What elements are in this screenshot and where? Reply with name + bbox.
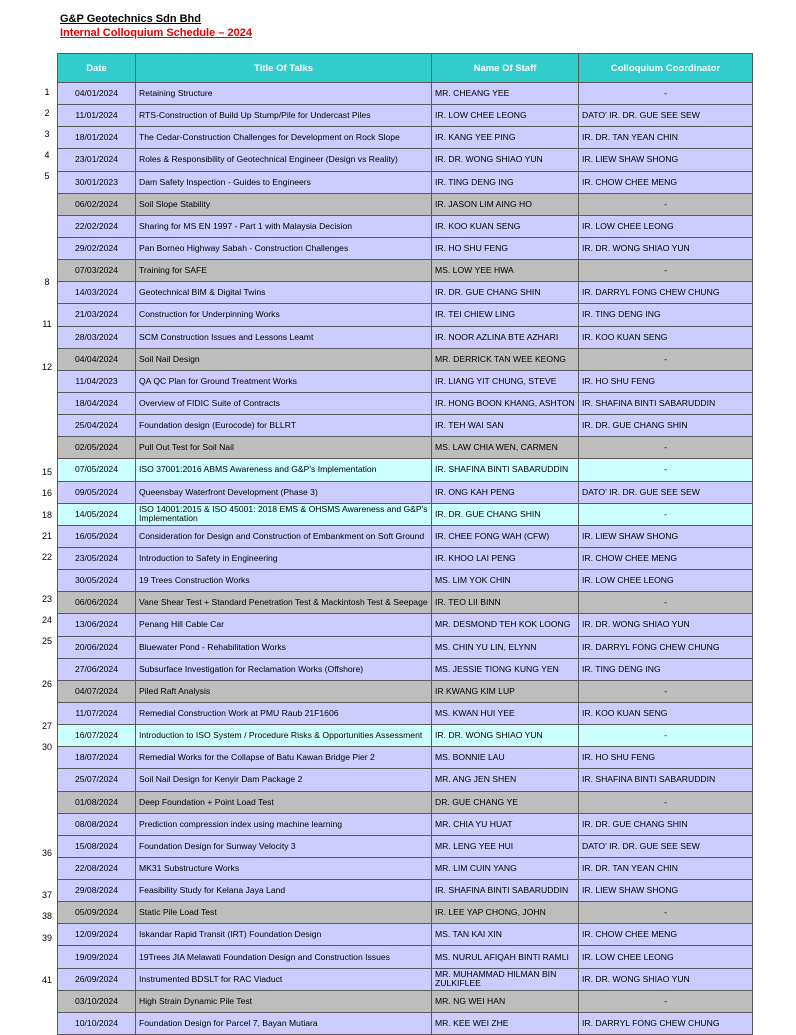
- staff-name-cell: MR. ANG JEN SHEN: [432, 769, 579, 791]
- table-row: [58, 835, 753, 857]
- staff-name-cell: MS. LOW YEE HWA: [432, 260, 579, 282]
- coordinator-cell: IR. LIEW SHAW SHONG: [579, 880, 753, 902]
- staff-name-cell: MR. MUHAMMAD HILMAN BIN ZULKIFLEE: [432, 968, 579, 990]
- staff-name-cell: IR. JASON LIM AING HO: [432, 193, 579, 215]
- date-cell: 21/03/2024: [58, 304, 136, 326]
- staff-name-cell: MS. LAW CHIA WEN, CARMEN: [432, 437, 579, 459]
- table-row: [58, 614, 753, 636]
- table-row: [58, 658, 753, 680]
- column-header-coordinator: Colloquium Coordinator: [579, 54, 753, 83]
- date-cell: 29/08/2024: [58, 880, 136, 902]
- staff-name-cell: MR. DESMOND TEH KOK LOONG: [432, 614, 579, 636]
- coordinator-cell: IR. SHAFINA BINTI SABARUDDIN: [579, 769, 753, 791]
- talk-title-cell: Geotechnical BIM & Digital Twins: [136, 282, 432, 304]
- talk-title-cell: MK31 Substructure Works: [136, 857, 432, 879]
- table-row: [58, 237, 753, 259]
- staff-name-cell: IR. KANG YEE PING: [432, 127, 579, 149]
- coordinator-cell: IR. DR. TAN YEAN CHIN: [579, 857, 753, 879]
- table-row: [58, 725, 753, 747]
- date-cell: 18/04/2024: [58, 392, 136, 414]
- staff-name-cell: IR. TING DENG ING: [432, 171, 579, 193]
- date-cell: 06/06/2024: [58, 592, 136, 614]
- coordinator-cell: IR. SHAFINA BINTI SABARUDDIN: [579, 392, 753, 414]
- talk-title-cell: QA QC Plan for Ground Treatment Works: [136, 370, 432, 392]
- date-cell: 08/08/2024: [58, 813, 136, 835]
- date-cell: 11/01/2024: [58, 105, 136, 127]
- table-row: [58, 326, 753, 348]
- company-name: G&P Geotechnics Sdn Bhd: [60, 13, 201, 25]
- talk-title-cell: Piled Raft Analysis: [136, 680, 432, 702]
- date-cell: 12/09/2024: [58, 924, 136, 946]
- date-cell: 04/07/2024: [58, 680, 136, 702]
- coordinator-cell: IR. LOW CHEE LEONG: [579, 570, 753, 592]
- table-row: [58, 83, 753, 105]
- row-number: 39: [41, 932, 52, 943]
- staff-name-cell: MS. BONNIE LAU: [432, 747, 579, 769]
- column-header-date: Date: [58, 54, 136, 83]
- table-row: [58, 813, 753, 835]
- date-cell: 20/06/2024: [58, 636, 136, 658]
- talk-title-cell: Bluewater Pond - Rehabilitation Works: [136, 636, 432, 658]
- coordinator-cell: IR. DR. WONG SHIAO YUN: [579, 968, 753, 990]
- date-cell: 07/03/2024: [58, 260, 136, 282]
- coordinator-cell: -: [579, 592, 753, 614]
- coordinator-cell: IR. DARRYL FONG CHEW CHUNG: [579, 282, 753, 304]
- row-number: 12: [41, 361, 52, 372]
- table-row: [58, 902, 753, 924]
- date-cell: 02/05/2024: [58, 437, 136, 459]
- talk-title-cell: Consideration for Design and Construction of Embankment on Soft Ground: [136, 525, 432, 547]
- coordinator-cell: -: [579, 990, 753, 1012]
- row-number: 27: [41, 721, 52, 732]
- staff-name-cell: MS. KWAN HUI YEE: [432, 702, 579, 724]
- table-row: [58, 127, 753, 149]
- table-row: [58, 304, 753, 326]
- talk-title-cell: Retaining Structure: [136, 83, 432, 105]
- date-cell: 30/05/2024: [58, 570, 136, 592]
- coordinator-cell: IR. HO SHU FENG: [579, 370, 753, 392]
- coordinator-cell: DATO' IR. DR. GUE SEE SEW: [579, 105, 753, 127]
- table-row: [58, 769, 753, 791]
- talk-title-cell: Introduction to Safety in Engineering: [136, 547, 432, 569]
- coordinator-cell: IR. DARRYL FONG CHEW CHUNG: [579, 636, 753, 658]
- talk-title-cell: Penang Hill Cable Car: [136, 614, 432, 636]
- date-cell: 09/05/2024: [58, 481, 136, 503]
- talk-title-cell: The Cedar-Construction Challenges for Development on Rock Slope: [136, 127, 432, 149]
- row-number: 16: [41, 488, 52, 499]
- staff-name-cell: IR. NOOR AZLINA BTE AZHARI: [432, 326, 579, 348]
- talk-title-cell: Pan Borneo Highway Sabah - Construction Challenges: [136, 237, 432, 259]
- staff-name-cell: IR. LEE YAP CHONG, JOHN: [432, 902, 579, 924]
- row-number: 18: [41, 509, 52, 520]
- talk-title-cell: Roles & Responsibility of Geotechnical Engineer (Design vs Reality): [136, 149, 432, 171]
- coordinator-cell: IR. TING DENG ING: [579, 304, 753, 326]
- date-cell: 11/04/2023: [58, 370, 136, 392]
- talk-title-cell: Soil Nail Design for Kenyir Dam Package 2: [136, 769, 432, 791]
- coordinator-cell: IR. DR. WONG SHIAO YUN: [579, 237, 753, 259]
- date-cell: 14/05/2024: [58, 503, 136, 525]
- staff-name-cell: IR. DR. GUE CHANG SHIN: [432, 282, 579, 304]
- date-cell: 25/04/2024: [58, 415, 136, 437]
- table-row: [58, 481, 753, 503]
- coordinator-cell: -: [579, 260, 753, 282]
- date-cell: 28/03/2024: [58, 326, 136, 348]
- coordinator-cell: -: [579, 902, 753, 924]
- row-number: 2: [44, 107, 50, 118]
- column-header-title: Title Of Talks: [136, 54, 432, 83]
- date-cell: 30/01/2023: [58, 171, 136, 193]
- row-number: 4: [44, 150, 50, 161]
- coordinator-cell: IR. LOW CHEE LEONG: [579, 215, 753, 237]
- date-cell: 23/05/2024: [58, 547, 136, 569]
- talk-title-cell: Vane Shear Test + Standard Penetration Test & Mackintosh Test & Seepage: [136, 592, 432, 614]
- coordinator-cell: IR. DARRYL FONG CHEW CHUNG: [579, 1012, 753, 1034]
- talk-title-cell: Soil Slope Stability: [136, 193, 432, 215]
- table-row: [58, 968, 753, 990]
- talk-title-cell: Feasibility Study for Kelana Jaya Land: [136, 880, 432, 902]
- coordinator-cell: IR. KOO KUAN SENG: [579, 702, 753, 724]
- date-cell: 11/07/2024: [58, 702, 136, 724]
- coordinator-cell: -: [579, 725, 753, 747]
- table-row: [58, 370, 753, 392]
- staff-name-cell: IR. SHAFINA BINTI SABARUDDIN: [432, 459, 579, 481]
- date-cell: 18/07/2024: [58, 747, 136, 769]
- date-cell: 14/03/2024: [58, 282, 136, 304]
- staff-name-cell: IR. DR. GUE CHANG SHIN: [432, 503, 579, 525]
- date-cell: 18/01/2024: [58, 127, 136, 149]
- talk-title-cell: Instrumented BDSLT for RAC Viaduct: [136, 968, 432, 990]
- table-row: [58, 260, 753, 282]
- table-body: [58, 83, 753, 1035]
- coordinator-cell: -: [579, 459, 753, 481]
- date-cell: 16/05/2024: [58, 525, 136, 547]
- date-cell: 13/06/2024: [58, 614, 136, 636]
- table-row: [58, 990, 753, 1012]
- talk-title-cell: 19Trees JIA Melawati Foundation Design and Construction Issues: [136, 946, 432, 968]
- table-row: [58, 459, 753, 481]
- staff-name-cell: IR. LIANG YIT CHUNG, STEVE: [432, 370, 579, 392]
- row-number: 30: [41, 742, 52, 753]
- date-cell: 16/07/2024: [58, 725, 136, 747]
- talk-title-cell: Dam Safety Inspection - Guides to Engineers: [136, 171, 432, 193]
- table-row: [58, 702, 753, 724]
- row-number: 22: [41, 551, 52, 562]
- staff-name-cell: MR. NG WEI HAN: [432, 990, 579, 1012]
- coordinator-cell: -: [579, 83, 753, 105]
- staff-name-cell: MR. LIM CUIN YANG: [432, 857, 579, 879]
- coordinator-cell: -: [579, 193, 753, 215]
- coordinator-cell: -: [579, 680, 753, 702]
- date-cell: 05/09/2024: [58, 902, 136, 924]
- table-row: [58, 437, 753, 459]
- coordinator-cell: IR. KOO KUAN SENG: [579, 326, 753, 348]
- coordinator-cell: -: [579, 503, 753, 525]
- coordinator-cell: -: [579, 437, 753, 459]
- table-row: [58, 525, 753, 547]
- date-cell: 26/09/2024: [58, 968, 136, 990]
- row-number: 1: [44, 86, 50, 97]
- talk-title-cell: Sharing for MS EN 1997 - Part 1 with Malaysia Decision: [136, 215, 432, 237]
- date-cell: 27/06/2024: [58, 658, 136, 680]
- talk-title-cell: SCM Construction Issues and Lessons Leamt: [136, 326, 432, 348]
- table-row: [58, 392, 753, 414]
- staff-name-cell: IR KWANG KIM LUP: [432, 680, 579, 702]
- table-row: [58, 149, 753, 171]
- row-number: 3: [44, 128, 50, 139]
- staff-name-cell: MS. JESSIE TIONG KUNG YEN: [432, 658, 579, 680]
- coordinator-cell: DATO' IR. DR. GUE SEE SEW: [579, 835, 753, 857]
- staff-name-cell: IR. ONG KAH PENG: [432, 481, 579, 503]
- staff-name-cell: MS. NURUL AFIQAH BINTI RAMLI: [432, 946, 579, 968]
- table-row: [58, 215, 753, 237]
- table-row: [58, 570, 753, 592]
- talk-title-cell: Training for SAFE: [136, 260, 432, 282]
- table-row: [58, 791, 753, 813]
- table-row: [58, 592, 753, 614]
- talk-title-cell: RTS-Construction of Build Up Stump/Pile for Undercast Piles: [136, 105, 432, 127]
- table-row: [58, 105, 753, 127]
- coordinator-cell: IR. CHOW CHEE MENG: [579, 547, 753, 569]
- row-number: 24: [41, 615, 52, 626]
- staff-name-cell: DR. GUE CHANG YE: [432, 791, 579, 813]
- talk-title-cell: Overview of FIDIC Suite of Contracts: [136, 392, 432, 414]
- staff-name-cell: IR. TEH WAI SAN: [432, 415, 579, 437]
- row-number: 37: [41, 890, 52, 901]
- row-number: 36: [41, 847, 52, 858]
- table-row: [58, 924, 753, 946]
- table-header-row: [58, 54, 753, 83]
- staff-name-cell: MR. CHEANG YEE: [432, 83, 579, 105]
- date-cell: 29/02/2024: [58, 237, 136, 259]
- coordinator-cell: -: [579, 348, 753, 370]
- date-cell: 15/08/2024: [58, 835, 136, 857]
- talk-title-cell: ISO 37001:2016 ABMS Awareness and G&P's Implementation: [136, 459, 432, 481]
- row-number: 26: [41, 678, 52, 689]
- talk-title-cell: Soil Nail Design: [136, 348, 432, 370]
- talk-title-cell: Subsurface Investigation for Reclamation Works (Offshore): [136, 658, 432, 680]
- talk-title-cell: ISO 14001:2015 & ISO 45001: 2018 EMS & OHSMS Awareness and G&P's Implementation: [136, 503, 432, 525]
- date-cell: 07/05/2024: [58, 459, 136, 481]
- talk-title-cell: Prediction compression index using machine learning: [136, 813, 432, 835]
- row-number: 23: [41, 594, 52, 605]
- coordinator-cell: IR. DR. WONG SHIAO YUN: [579, 614, 753, 636]
- talk-title-cell: Construction for Underpinning Works: [136, 304, 432, 326]
- coordinator-cell: IR. LIEW SHAW SHONG: [579, 149, 753, 171]
- table-row: [58, 946, 753, 968]
- staff-name-cell: IR. KOO KUAN SENG: [432, 215, 579, 237]
- table-row: [58, 171, 753, 193]
- talk-title-cell: Static Pile Load Test: [136, 902, 432, 924]
- coordinator-cell: IR. LIEW SHAW SHONG: [579, 525, 753, 547]
- staff-name-cell: MS. CHIN YU LIN, ELYNN: [432, 636, 579, 658]
- coordinator-cell: IR. HO SHU FENG: [579, 747, 753, 769]
- staff-name-cell: IR. DR. WONG SHIAO YUN: [432, 149, 579, 171]
- date-cell: 25/07/2024: [58, 769, 136, 791]
- coordinator-cell: IR. CHOW CHEE MENG: [579, 171, 753, 193]
- schedule-table: [57, 53, 753, 1035]
- table-row: [58, 636, 753, 658]
- table-row: [58, 880, 753, 902]
- staff-name-cell: IR. KHOO LAI PENG: [432, 547, 579, 569]
- date-cell: 04/04/2024: [58, 348, 136, 370]
- talk-title-cell: Iskandar Rapid Transit (IRT) Foundation Design: [136, 924, 432, 946]
- table-row: [58, 747, 753, 769]
- staff-name-cell: IR. SHAFINA BINTI SABARUDDIN: [432, 880, 579, 902]
- date-cell: 04/01/2024: [58, 83, 136, 105]
- staff-name-cell: IR. HONG BOON KHANG, ASHTON: [432, 392, 579, 414]
- column-header-staff: Name Of Staff: [432, 54, 579, 83]
- row-number: 8: [44, 276, 50, 287]
- row-number: 5: [44, 171, 50, 182]
- table-row: [58, 193, 753, 215]
- talk-title-cell: Queensbay Waterfront Development (Phase 3): [136, 481, 432, 503]
- coordinator-cell: IR. LOW CHEE LEONG: [579, 946, 753, 968]
- row-number: 25: [41, 636, 52, 647]
- row-number: 41: [41, 974, 52, 985]
- talk-title-cell: Foundation Design for Parcel 7, Bayan Mutiara: [136, 1012, 432, 1034]
- talk-title-cell: Pull Out Test for Soil Nail: [136, 437, 432, 459]
- staff-name-cell: IR. DR. WONG SHIAO YUN: [432, 725, 579, 747]
- coordinator-cell: IR. TING DENG ING: [579, 658, 753, 680]
- talk-title-cell: Foundation design (Eurocode) for BLLRT: [136, 415, 432, 437]
- table-row: [58, 680, 753, 702]
- staff-name-cell: IR. CHEE FONG WAH (CFW): [432, 525, 579, 547]
- talk-title-cell: Remedial Works for the Collapse of Batu Kawan Bridge Pier 2: [136, 747, 432, 769]
- coordinator-cell: IR. DR. GUE CHANG SHIN: [579, 813, 753, 835]
- date-cell: 10/10/2024: [58, 1012, 136, 1034]
- talk-title-cell: 19 Trees Construction Works: [136, 570, 432, 592]
- staff-name-cell: IR. LOW CHEE LEONG: [432, 105, 579, 127]
- staff-name-cell: MR. LENG YEE HUI: [432, 835, 579, 857]
- staff-name-cell: IR. TEI CHIEW LING: [432, 304, 579, 326]
- coordinator-cell: IR. DR. TAN YEAN CHIN: [579, 127, 753, 149]
- table-row: [58, 348, 753, 370]
- coordinator-cell: DATO' IR. DR. GUE SEE SEW: [579, 481, 753, 503]
- schedule-title: Internal Colloquium Schedule – 2024: [60, 27, 252, 39]
- table-row: [58, 857, 753, 879]
- row-number: 38: [41, 911, 52, 922]
- coordinator-cell: IR. DR. GUE CHANG SHIN: [579, 415, 753, 437]
- date-cell: 22/02/2024: [58, 215, 136, 237]
- table-row: [58, 282, 753, 304]
- date-cell: 22/08/2024: [58, 857, 136, 879]
- table-row: [58, 1012, 753, 1034]
- talk-title-cell: Foundation Design for Sunway Velocity 3: [136, 835, 432, 857]
- date-cell: 23/01/2024: [58, 149, 136, 171]
- date-cell: 03/10/2024: [58, 990, 136, 1012]
- talk-title-cell: High Strain Dynamic Pile Test: [136, 990, 432, 1012]
- talk-title-cell: Deep Foundation + Point Load Test: [136, 791, 432, 813]
- staff-name-cell: MR. KEE WEI ZHE: [432, 1012, 579, 1034]
- staff-name-cell: MS. TAN KAI XIN: [432, 924, 579, 946]
- table-row: [58, 547, 753, 569]
- staff-name-cell: IR. TEO LII BINN: [432, 592, 579, 614]
- date-cell: 19/09/2024: [58, 946, 136, 968]
- staff-name-cell: MR. DERRICK TAN WEE KEONG: [432, 348, 579, 370]
- talk-title-cell: Introduction to ISO System / Procedure Risks & Opportunities Assessment: [136, 725, 432, 747]
- date-cell: 01/08/2024: [58, 791, 136, 813]
- staff-name-cell: MS. LIM YOK CHIN: [432, 570, 579, 592]
- row-number: 15: [41, 467, 52, 478]
- row-number: 21: [41, 530, 52, 541]
- coordinator-cell: IR. CHOW CHEE MENG: [579, 924, 753, 946]
- row-number: 11: [42, 319, 52, 330]
- talk-title-cell: Remedial Construction Work at PMU Raub 21F1606: [136, 702, 432, 724]
- table-row: [58, 503, 753, 525]
- staff-name-cell: MR. CHIA YU HUAT: [432, 813, 579, 835]
- staff-name-cell: IR. HO SHU FENG: [432, 237, 579, 259]
- coordinator-cell: -: [579, 791, 753, 813]
- table-row: [58, 415, 753, 437]
- date-cell: 06/02/2024: [58, 193, 136, 215]
